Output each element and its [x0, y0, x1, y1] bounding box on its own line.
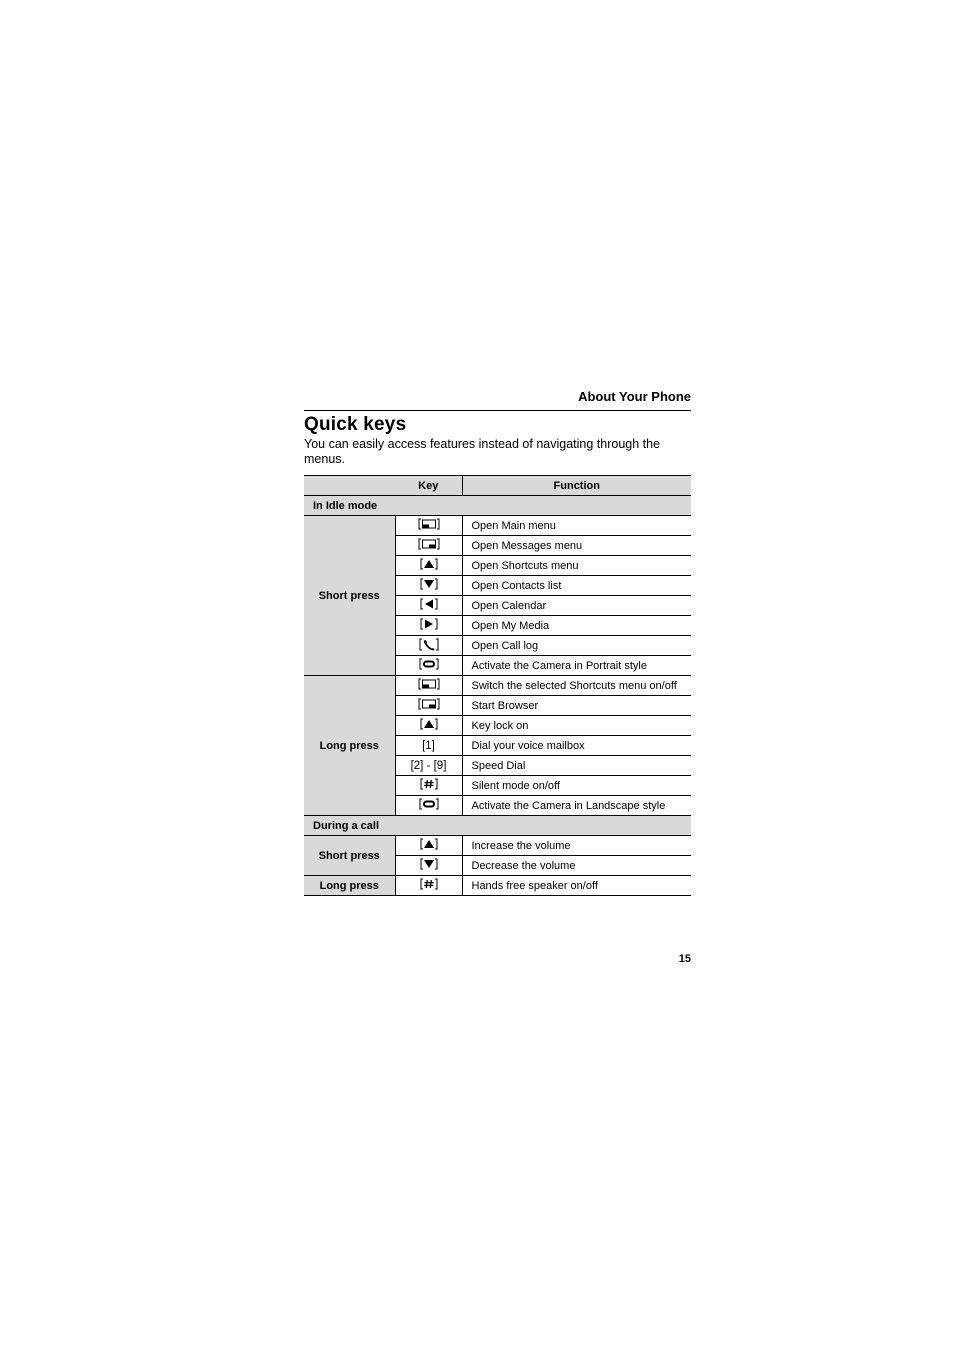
- function-cell: Activate the Camera in Portrait style: [462, 656, 691, 676]
- down-arrow-icon: [420, 578, 438, 593]
- mode-row: [304, 496, 691, 516]
- hash-key-icon: [420, 778, 438, 793]
- key-cell: [395, 596, 462, 616]
- key-cell: [395, 616, 462, 636]
- up-arrow-icon: [420, 838, 438, 853]
- table-row: [304, 876, 691, 896]
- function-cell: Open Shortcuts menu: [462, 556, 691, 576]
- key-cell: [395, 656, 462, 676]
- mode-heading: In Idle mode: [304, 496, 691, 516]
- column-header-key: Key: [395, 476, 462, 496]
- left-arrow-icon: [420, 598, 438, 613]
- function-cell: Speed Dial: [462, 756, 691, 776]
- key-cell: [395, 736, 462, 756]
- key-cell: [395, 836, 462, 856]
- quick-keys-table: [304, 475, 691, 896]
- table-row: [304, 836, 691, 856]
- camera-key-icon: [419, 798, 439, 813]
- page-title: Quick keys: [304, 414, 407, 435]
- up-arrow-icon: [420, 558, 438, 573]
- table-row: [304, 516, 691, 536]
- key-label: [1]: [422, 739, 435, 752]
- section-header: About Your Phone: [578, 389, 691, 404]
- call-key-icon: [419, 638, 439, 654]
- key-cell: [395, 796, 462, 816]
- intro-paragraph: You can easily access features instead of navigating through the menus.: [304, 437, 661, 466]
- key-cell: [395, 716, 462, 736]
- key-cell: [395, 856, 462, 876]
- down-arrow-icon: [420, 858, 438, 873]
- function-cell: Dial your voice mailbox: [462, 736, 691, 756]
- mode-row: [304, 816, 691, 836]
- function-cell: Switch the selected Shortcuts menu on/off: [462, 676, 691, 696]
- press-type: Long press: [304, 876, 395, 896]
- header-rule: [304, 410, 691, 411]
- function-cell: Open My Media: [462, 616, 691, 636]
- press-type: Long press: [304, 676, 395, 816]
- function-cell: Key lock on: [462, 716, 691, 736]
- left-softkey-icon: [418, 678, 440, 693]
- function-cell: Open Contacts list: [462, 576, 691, 596]
- function-cell: Decrease the volume: [462, 856, 691, 876]
- mode-heading: During a call: [304, 816, 691, 836]
- camera-key-icon: [419, 658, 439, 673]
- key-cell: [395, 636, 462, 656]
- function-cell: Open Call log: [462, 636, 691, 656]
- column-header-mode: [304, 476, 395, 496]
- key-cell: [395, 676, 462, 696]
- key-cell: [395, 516, 462, 536]
- key-cell: [395, 576, 462, 596]
- function-cell: Increase the volume: [462, 836, 691, 856]
- key-cell: [395, 756, 462, 776]
- key-cell: [395, 536, 462, 556]
- key-cell: [395, 776, 462, 796]
- function-cell: Activate the Camera in Landscape style: [462, 796, 691, 816]
- function-cell: Start Browser: [462, 696, 691, 716]
- function-cell: Open Messages menu: [462, 536, 691, 556]
- function-cell: Hands free speaker on/off: [462, 876, 691, 896]
- left-softkey-icon: [418, 518, 440, 533]
- up-arrow-icon: [420, 718, 438, 733]
- hash-key-icon: [420, 878, 438, 893]
- press-type: Short press: [304, 516, 395, 676]
- function-cell: Open Main menu: [462, 516, 691, 536]
- key-cell: [395, 556, 462, 576]
- right-softkey-icon: [418, 538, 440, 553]
- key-cell: [395, 696, 462, 716]
- column-header-function: Function: [462, 476, 691, 496]
- function-cell: Open Calendar: [462, 596, 691, 616]
- key-cell: [395, 876, 462, 896]
- table-header-row: [304, 476, 691, 496]
- right-softkey-icon: [418, 698, 440, 713]
- key-label: [2] - [9]: [410, 759, 447, 772]
- function-cell: Silent mode on/off: [462, 776, 691, 796]
- page-number: 15: [678, 953, 691, 965]
- table-row: [304, 676, 691, 696]
- press-type: Short press: [304, 836, 395, 876]
- right-arrow-icon: [420, 618, 438, 633]
